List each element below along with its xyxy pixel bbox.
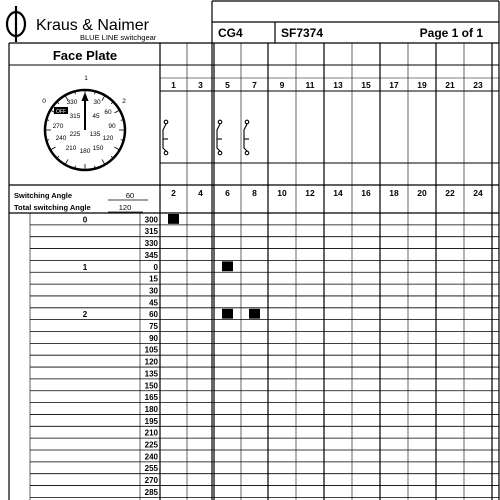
contact-symbol-icon [163,120,168,155]
angle-value: 165 [144,393,158,403]
angle-value: 90 [149,333,158,343]
contact-symbol-icon [244,120,249,155]
angle-value: 210 [144,428,158,438]
terminal-number-bottom: 24 [473,188,483,198]
terminal-number-top: 21 [445,80,455,90]
position-number: 2 [82,310,88,320]
angle-value: 270 [144,476,158,486]
dial-degree-label: 0 [83,94,87,101]
page-indicator: Page 1 of 1 [419,26,483,40]
angle-value: 60 [149,310,158,320]
total-switching-angle-value: 120 [118,203,132,212]
terminal-number-bottom: 2 [171,188,176,198]
position-label-0: 0 [42,98,46,105]
dial-degree-label: 60 [104,109,112,116]
dial-degree-label: 30 [93,99,101,106]
terminal-number-top: 19 [417,80,427,90]
terminal-number-top: 17 [389,80,399,90]
position-label-2: 2 [122,98,126,105]
angle-value: 120 [144,357,158,367]
terminal-number-top: 5 [225,80,230,90]
terminal-number-top: 3 [198,80,203,90]
dial-degree-label: 315 [69,113,81,120]
angle-value: 330 [144,239,158,249]
terminal-number-top: 13 [333,80,343,90]
terminal-number-top: 1 [171,80,176,90]
contact-symbol-icon [217,120,222,155]
terminal-number-bottom: 8 [252,188,257,198]
face-plate-dial [45,90,125,170]
dial-degree-label: 150 [92,145,104,152]
terminal-number-bottom: 14 [333,188,343,198]
closed-contact-marker [222,261,233,271]
dial-degree-label: 210 [65,145,77,152]
terminal-number-bottom: 6 [225,188,230,198]
terminal-number-bottom: 16 [361,188,371,198]
angle-value: 150 [144,381,158,391]
angle-value: 45 [149,298,158,308]
closed-contact-marker [249,309,260,319]
terminal-number-bottom: 18 [389,188,399,198]
angle-value: 240 [144,452,158,462]
dial-degree-label: 90 [108,123,116,130]
title-block [212,1,499,500]
angle-value: 300 [144,215,158,225]
angle-value: 135 [144,369,158,379]
angle-value: 0 [153,262,158,272]
dial-degree-label: 240 [55,135,67,142]
angle-value: 195 [144,416,158,426]
angle-value: 315 [144,227,158,237]
dial-degree-label: 180 [79,148,91,155]
kraus-naimer-logo-icon [7,6,25,42]
angle-value: 345 [144,250,158,260]
position-number: 0 [82,215,88,225]
angle-value: 180 [144,404,158,414]
closed-contact-marker [222,309,233,319]
face-plate-title: Face Plate [52,48,118,63]
drawing-number: SF7374 [281,26,324,40]
brand-name: Kraus & Naimer [36,17,149,34]
switching-angle-label: Switching Angle [14,191,73,200]
switching-angle-value: 60 [125,191,135,200]
closed-contact-marker [168,214,179,224]
angle-value: 15 [149,274,158,284]
brand-logo [7,6,157,42]
dial-degree-label: 330 [66,99,78,106]
terminal-number-top: 7 [252,80,257,90]
dial-degree-label: 120 [102,135,114,142]
brand-tagline: BLUE LINE switchgear [80,33,157,42]
terminal-number-bottom: 12 [305,188,315,198]
dial-degree-label: 45 [92,113,100,120]
off-marker-label: OFF [56,109,66,115]
angle-value: 225 [144,440,158,450]
dial-degree-label: 135 [89,131,101,138]
terminal-number-bottom: 20 [417,188,427,198]
terminal-number-bottom: 22 [445,188,455,198]
terminal-number-bottom: 4 [198,188,203,198]
angle-value: 30 [149,286,158,296]
position-label-1: 1 [84,75,88,82]
angle-value: 105 [144,345,158,355]
angle-value: 75 [149,322,158,331]
terminal-number-bottom: 10 [277,188,287,198]
angle-value: 285 [144,487,158,497]
dial-degree-label: 225 [69,131,81,138]
angle-value: 255 [144,464,158,474]
terminal-number-top: 9 [279,80,285,90]
terminal-number-top: 23 [473,80,483,90]
position-number: 1 [82,262,88,272]
angle-rows [30,214,499,497]
total-switching-angle-label: Total switching Angle [14,203,91,212]
terminal-number-top: 15 [361,80,371,90]
terminal-number-top: 11 [305,80,315,90]
contact-symbols [163,120,249,155]
series-label: CG4 [218,26,243,40]
dial-degree-label: 270 [52,123,64,130]
